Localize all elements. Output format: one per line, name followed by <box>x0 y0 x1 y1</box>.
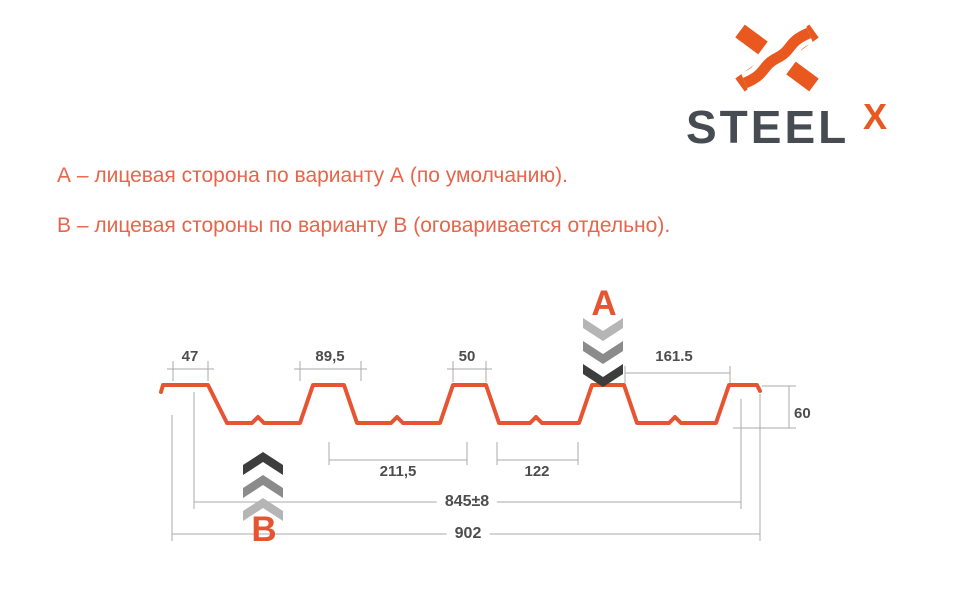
dim-rib3-top-width: 50 <box>458 348 476 365</box>
dim-overall-width: 902 <box>447 526 490 542</box>
legend-line-a: А – лицевая сторона по варианту А (по умолчанию). <box>57 164 568 187</box>
chevron-down-icon <box>583 318 623 387</box>
brand-wordmark: STEEL <box>686 101 850 153</box>
dim-profile-height: 60 <box>794 405 811 422</box>
dim-valley-width: 122 <box>524 463 550 480</box>
dim-rib1-top-width: 47 <box>181 348 199 365</box>
profile-outline <box>161 385 760 423</box>
dim-rib-pitch: 211,5 <box>379 463 417 480</box>
variant-a-label: A <box>591 284 617 323</box>
variant-b-label: B <box>251 510 277 549</box>
legend-line-b: В – лицевая стороны по варианту В (оговаривается отдельно). <box>57 214 671 237</box>
brand-superscript-x: X <box>863 96 888 137</box>
logo-x-icon <box>740 31 814 85</box>
dim-working-width: 845±8 <box>437 494 497 510</box>
dim-right-shoulder: 161.5 <box>655 348 693 365</box>
dim-rib2-base-width: 89,5 <box>315 348 345 365</box>
